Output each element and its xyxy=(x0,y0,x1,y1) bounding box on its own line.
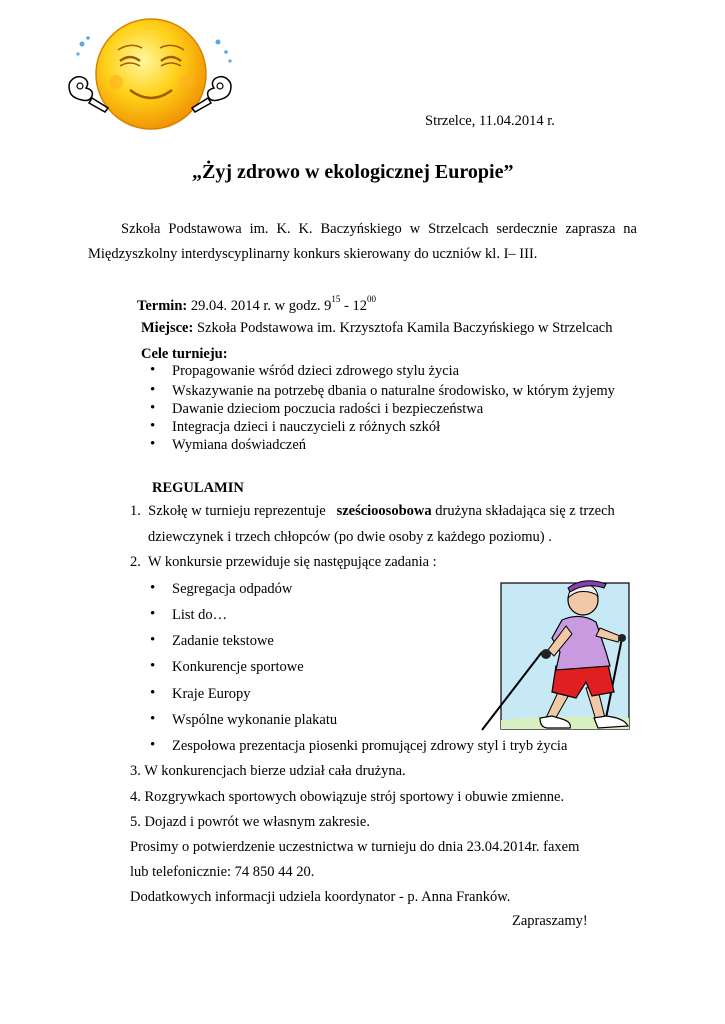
rule-3: 3. W konkurencjach bierze udział cała drużyna. xyxy=(130,763,406,779)
intro-line-1: Szkoła Podstawowa im. K. K. Baczyńskiego w Strzelcach serdecznie zaprasza na xyxy=(121,221,637,237)
regulamin-heading: REGULAMIN xyxy=(152,480,244,496)
closing-text: Zapraszamy! xyxy=(512,913,588,929)
intro-line-2: Międzyszkolny interdyscyplinarny konkurs skierowany do uczniów kl. I– III. xyxy=(88,246,538,262)
termin-sup-start: 15 xyxy=(331,294,341,304)
miejsce-line xyxy=(141,320,613,337)
rule-4: 4. Rozgrywkach sportowych obowiązuje strój sportowy i obuwie zmienne. xyxy=(130,789,565,805)
miejsce-label: Miejsce: xyxy=(141,320,194,336)
rule-5: 5. Dojazd i powrót we własnym zakresie. xyxy=(130,814,370,830)
page-title: „Żyj zdrowo w ekologicznej Europie” xyxy=(192,161,514,183)
smiling-sun-icon xyxy=(58,14,243,134)
termin-label: Termin: xyxy=(137,297,188,314)
termin-value: 29.04. 2014 r. w godz. 9 xyxy=(190,297,332,314)
rule-1: 1. Szkołę w turnieju reprezentuje sześcioosobowa drużyna składająca się z trzech xyxy=(130,503,615,519)
rule-2: 2. W konkursie przewiduje się następujące zadania : xyxy=(130,554,437,570)
footer-coordinator: Dodatkowych informacji udziela koordynator - p. Anna Franków. xyxy=(130,889,511,905)
footer-phone: lub telefonicznie: 74 850 44 20. xyxy=(130,864,315,880)
footer-confirm: Prosimy o potwierdzenie uczestnictwa w turnieju do dnia 23.04.2014r. faxem xyxy=(130,839,580,855)
place-date: Strzelce, 11.04.2014 r. xyxy=(425,113,555,129)
rule-1-cont: dziewczynek i trzech chłopców (po dwie osoby z każdego poziomu) . xyxy=(148,529,552,545)
nordic-walking-woman-icon xyxy=(476,570,634,740)
cele-heading: Cele turnieju: xyxy=(141,346,228,362)
termin-line xyxy=(137,296,376,315)
miejsce-value: Szkoła Podstawowa im. Krzysztofa Kamila Baczyńskiego w Strzelcach xyxy=(196,320,613,336)
termin-sup-end: 00 xyxy=(367,294,376,304)
termin-dash: - 12 xyxy=(340,297,367,314)
